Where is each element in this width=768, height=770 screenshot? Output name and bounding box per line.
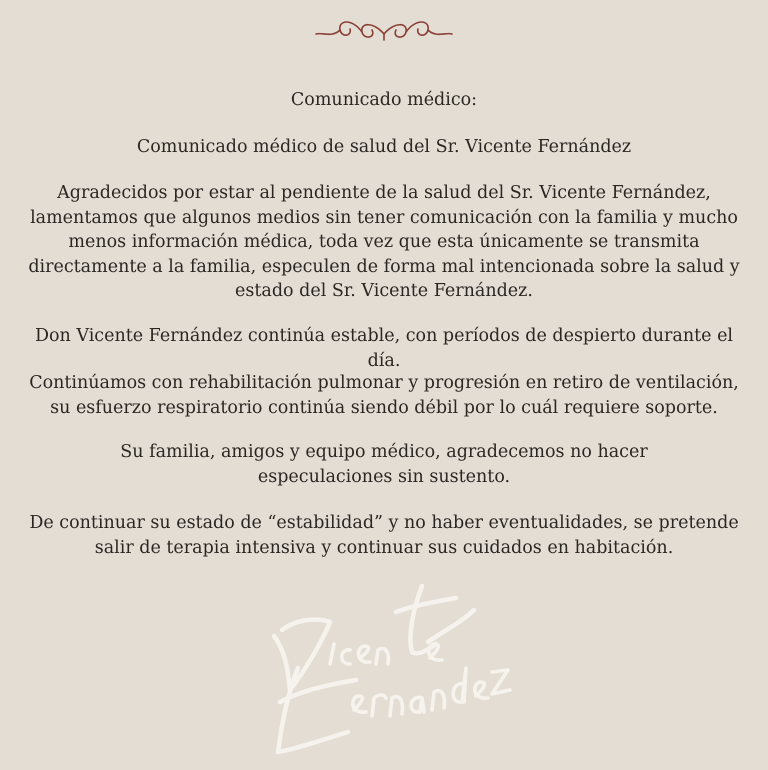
vicente-fernandez-signature [252, 572, 516, 770]
paragraph-status: Don Vicente Fernández continúa estable, con períodos de despierto durante el día. [34, 326, 734, 371]
paragraph-family: Su familia, amigos y equipo médico, agradecemos no hacer especulaciones sin sustento. [120, 442, 648, 487]
paragraph-outlook: De continuar su estado de “estabilidad” y no haber eventualidades, se pretende salir de terapia intensiva y continuar sus cuidados en habitación. [29, 513, 739, 558]
scroll-flourish-icon [312, 10, 456, 46]
paragraph-rehabilitation: Continúamos con rehabilitación pulmonar y progresión en retiro de ventilación, su esfuerzo respiratorio continúa siendo débil por lo cuál requiere soporte. [29, 373, 739, 418]
page-subtitle: Comunicado médico de salud del Sr. Vicente Fernández [136, 137, 632, 157]
page-title: Comunicado médico: [290, 90, 478, 110]
paragraph-intro: Agradecidos por estar al pendiente de la salud del Sr. Vicente Fernández, lamentamos que algunos medios sin tener comunicación con la familia y mucho menos información médica, toda vez que esta únicamente se transmita directamente a la familia, especulen de forma mal intencionada sobre la salud y estado del Sr. Vicente Fernández. [28, 183, 740, 301]
